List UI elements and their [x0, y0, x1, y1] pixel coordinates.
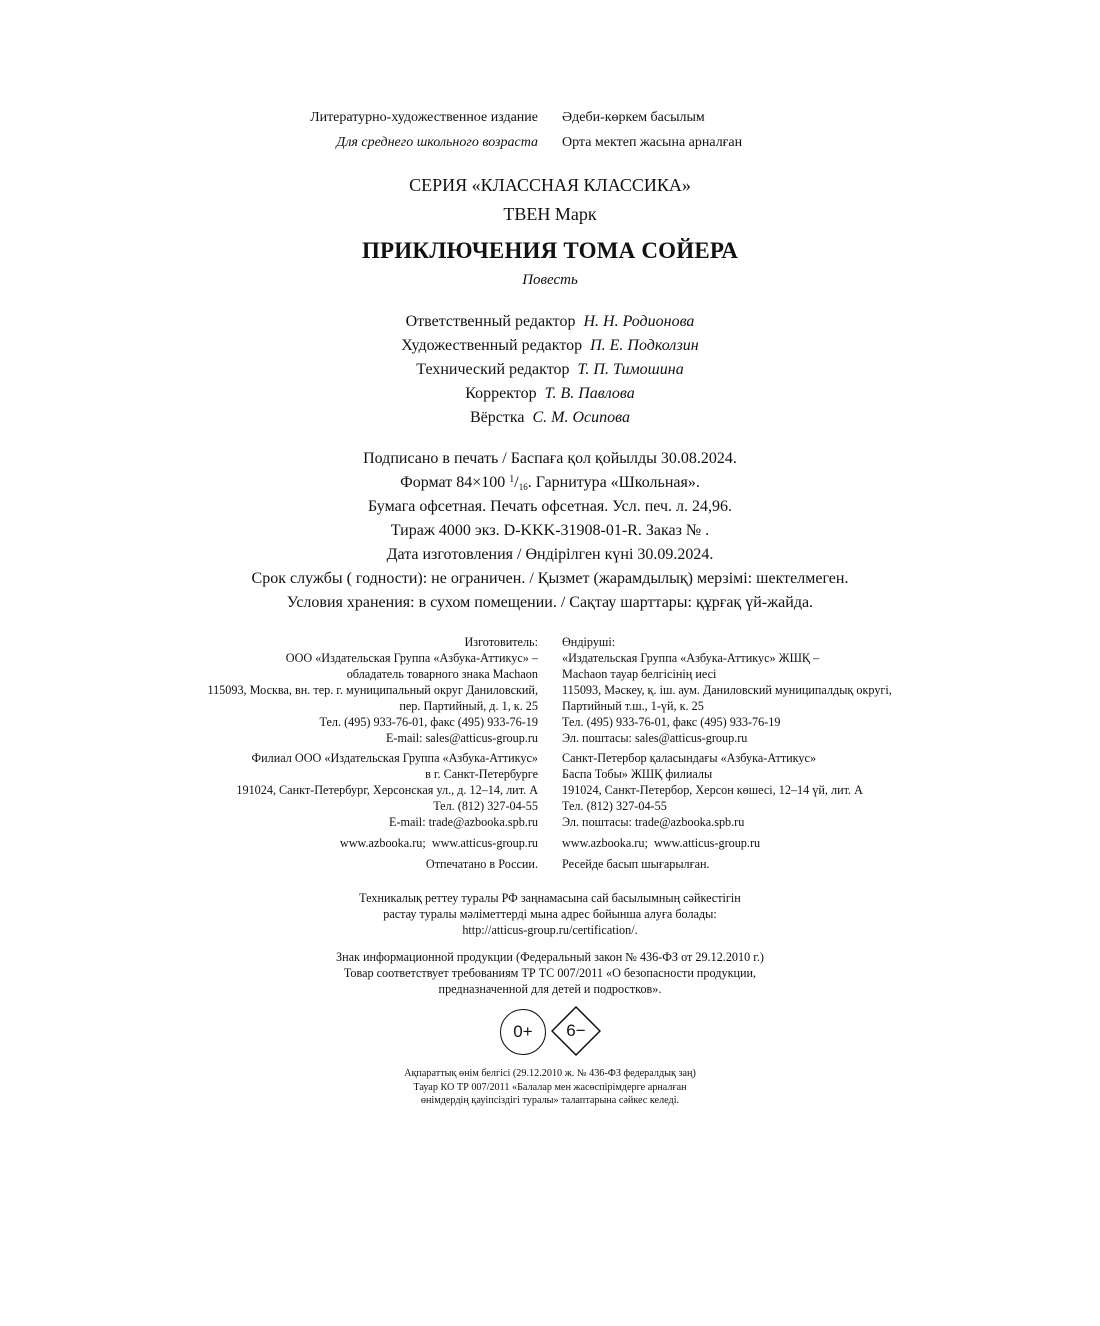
branch-line: Санкт-Петербор қаласындағы «Азбука-Аттикус»	[562, 751, 817, 765]
maker-line: Тел. (495) 933-76-01, факс (495) 933-76-19	[319, 715, 538, 729]
printed-in: Ресейде басып шығарылған.	[562, 857, 710, 871]
imprint-format	[0, 474, 1100, 492]
manufacturer-ru	[158, 634, 538, 872]
footer-block	[0, 1067, 1100, 1108]
credit-name: Т. В. Павлова	[544, 385, 635, 402]
maker-line: 115093, Мәскеу, қ. іш. аум. Даниловский муниципалдық округі,	[562, 683, 892, 697]
imprint-run: Тираж 4000 экз. D-KKK-31908-01-R. Заказ № .	[390, 522, 710, 539]
imprint-made: Дата изготовления / Өндірілген күні 30.09.2024.	[386, 546, 714, 563]
author-name: ТВЕН Марк	[503, 204, 597, 224]
age-rating-circle-icon	[500, 1009, 546, 1055]
format-denominator: 16	[518, 482, 528, 492]
format-suffix: . Гарнитура «Школьная».	[527, 474, 700, 491]
info-product-block	[0, 949, 1100, 997]
format-prefix: Формат 84×100	[400, 474, 506, 491]
credit-name: Н. Н. Родионова	[583, 313, 695, 330]
branch-line: Филиал ООО «Издательская Группа «Азбука-Аттикус»	[251, 751, 538, 765]
maker-line: «Издательская Группа «Азбука-Аттикус» ЖШҚ –	[562, 651, 820, 665]
maker-line: Өндіруші:	[562, 635, 616, 649]
age-rating-diamond-icon	[551, 1006, 601, 1056]
format-numerator: 1	[509, 474, 515, 485]
imprint-storage: Условия хранения: в сухом помещении. / Сақтау шарттары: құрғақ үй-жайда.	[286, 594, 814, 611]
credit-name: Т. П. Тимошина	[577, 361, 684, 378]
footer-line: Тауар КО ТР 007/2011 «Балалар мен жасөспірімдерге арналған	[413, 1081, 687, 1093]
maker-line: обладатель товарного знака Machaon	[346, 667, 538, 681]
branch-line: 191024, Санкт-Петербор, Херсон көшесі, 12–14 үй, лит. А	[562, 783, 863, 797]
footer-line: Ақпараттық өнім белгісі (29.12.2010 ж. № 436-ФЗ федералдық заң)	[404, 1068, 696, 1079]
web-links: www.azbooka.ru; www.atticus-group.ru	[562, 836, 761, 850]
maker-line: Эл. поштасы: sales@atticus-group.ru	[562, 731, 748, 745]
credit-name: С. М. Осипова	[532, 409, 630, 426]
age-rating-circle-text: 0+	[513, 1022, 533, 1041]
credit-row	[0, 313, 1100, 331]
credit-row	[0, 337, 1100, 355]
credit-role: Вёрстка	[470, 409, 525, 426]
header-left	[178, 110, 538, 151]
certification-line: Техникалық реттеу туралы РФ заңнамасына сай басылымның сәйкестігін	[359, 891, 741, 905]
manufacturer-kz	[562, 634, 942, 872]
certification-line: растау туралы мәліметтерді мына адрес бойынша алуға болады:	[383, 907, 717, 921]
maker-line: E-mail: sales@atticus-group.ru	[385, 731, 538, 745]
branch-line: в г. Санкт-Петербурге	[425, 767, 538, 781]
edition-type-ru: Литературно-художественное издание	[310, 110, 538, 125]
book-title: ПРИКЛЮЧЕНИЯ ТОМА СОЙЕРА	[361, 238, 739, 263]
imprint-service: Срок службы ( годности): не ограничен. / Қызмет (жарамдылық) мерзімі: шектелмеген.	[251, 570, 849, 587]
maker-line: Партийный т.ш., 1-үй, к. 25	[562, 699, 704, 713]
maker-line: 115093, Москва, вн. тер. г. муниципальный округ Даниловский,	[207, 683, 538, 697]
credit-row	[0, 409, 1100, 427]
imprint-paper: Бумага офсетная. Печать офсетная. Усл. печ. л. 24,96.	[368, 498, 732, 515]
format-slash: /	[514, 474, 519, 491]
age-group-kz: Орта мектеп жасына арналған	[562, 135, 743, 150]
maker-line: Machaon тауар белгісінің иесі	[562, 667, 717, 681]
printed-in: Отпечатано в России.	[425, 857, 538, 871]
age-rating-diamond-text: 6−	[566, 1021, 586, 1040]
credit-role: Художественный редактор	[401, 337, 583, 354]
edition-type-kz: Әдеби-көркем басылым	[562, 110, 705, 125]
certification-block	[0, 890, 1100, 938]
credit-name: П. Е. Подколзин	[590, 337, 699, 354]
certification-line: http://atticus-group.ru/certification/.	[462, 923, 638, 937]
info-product-line: Товар соответствует требованиям ТР ТС 007/2011 «О безопасности продукции,	[343, 966, 757, 980]
web-links: www.azbooka.ru; www.atticus-group.ru	[339, 836, 538, 850]
branch-line: Тел. (812) 327-04-55	[562, 799, 667, 813]
branch-line: Баспа Тобы» ЖШҚ филиалы	[562, 767, 713, 781]
imprint-signed: Подписано в печать / Баспаға қол қойылды 30.08.2024.	[363, 450, 737, 467]
credit-role: Ответственный редактор	[405, 313, 576, 330]
credit-role: Технический редактор	[416, 361, 570, 378]
footer-line: өнімдердің қауіпсіздігі туралы» талаптарына сәйкес келеді.	[420, 1095, 680, 1106]
maker-line: ООО «Издательская Группа «Азбука-Аттикус» –	[285, 651, 538, 665]
branch-line: Эл. поштасы: trade@azbooka.spb.ru	[562, 815, 745, 829]
credit-row	[0, 361, 1100, 379]
genre: Повесть	[522, 272, 578, 288]
branch-line: Тел. (812) 327-04-55	[433, 799, 538, 813]
info-product-line: предназначенной для детей и подростков».	[438, 982, 662, 996]
maker-line: Изготовитель:	[464, 635, 538, 649]
maker-line: Тел. (495) 933-76-01, факс (495) 933-76-19	[562, 715, 781, 729]
info-product-line: Знак информационной продукции (Федеральный закон № 436-ФЗ от 29.12.2010 г.)	[335, 950, 764, 964]
maker-line: пер. Партийный, д. 1, к. 25	[399, 699, 538, 713]
header-right	[562, 110, 922, 151]
series-name: СЕРИЯ «КЛАССНАЯ КЛАССИКА»	[409, 175, 691, 195]
age-group-ru: Для среднего школьного возраста	[336, 135, 538, 150]
credit-row	[0, 385, 1100, 403]
credit-role: Корректор	[465, 385, 537, 402]
branch-line: E-mail: trade@azbooka.spb.ru	[389, 815, 538, 829]
branch-line: 191024, Санкт-Петербург, Херсонская ул., д. 12–14, лит. А	[236, 783, 538, 797]
